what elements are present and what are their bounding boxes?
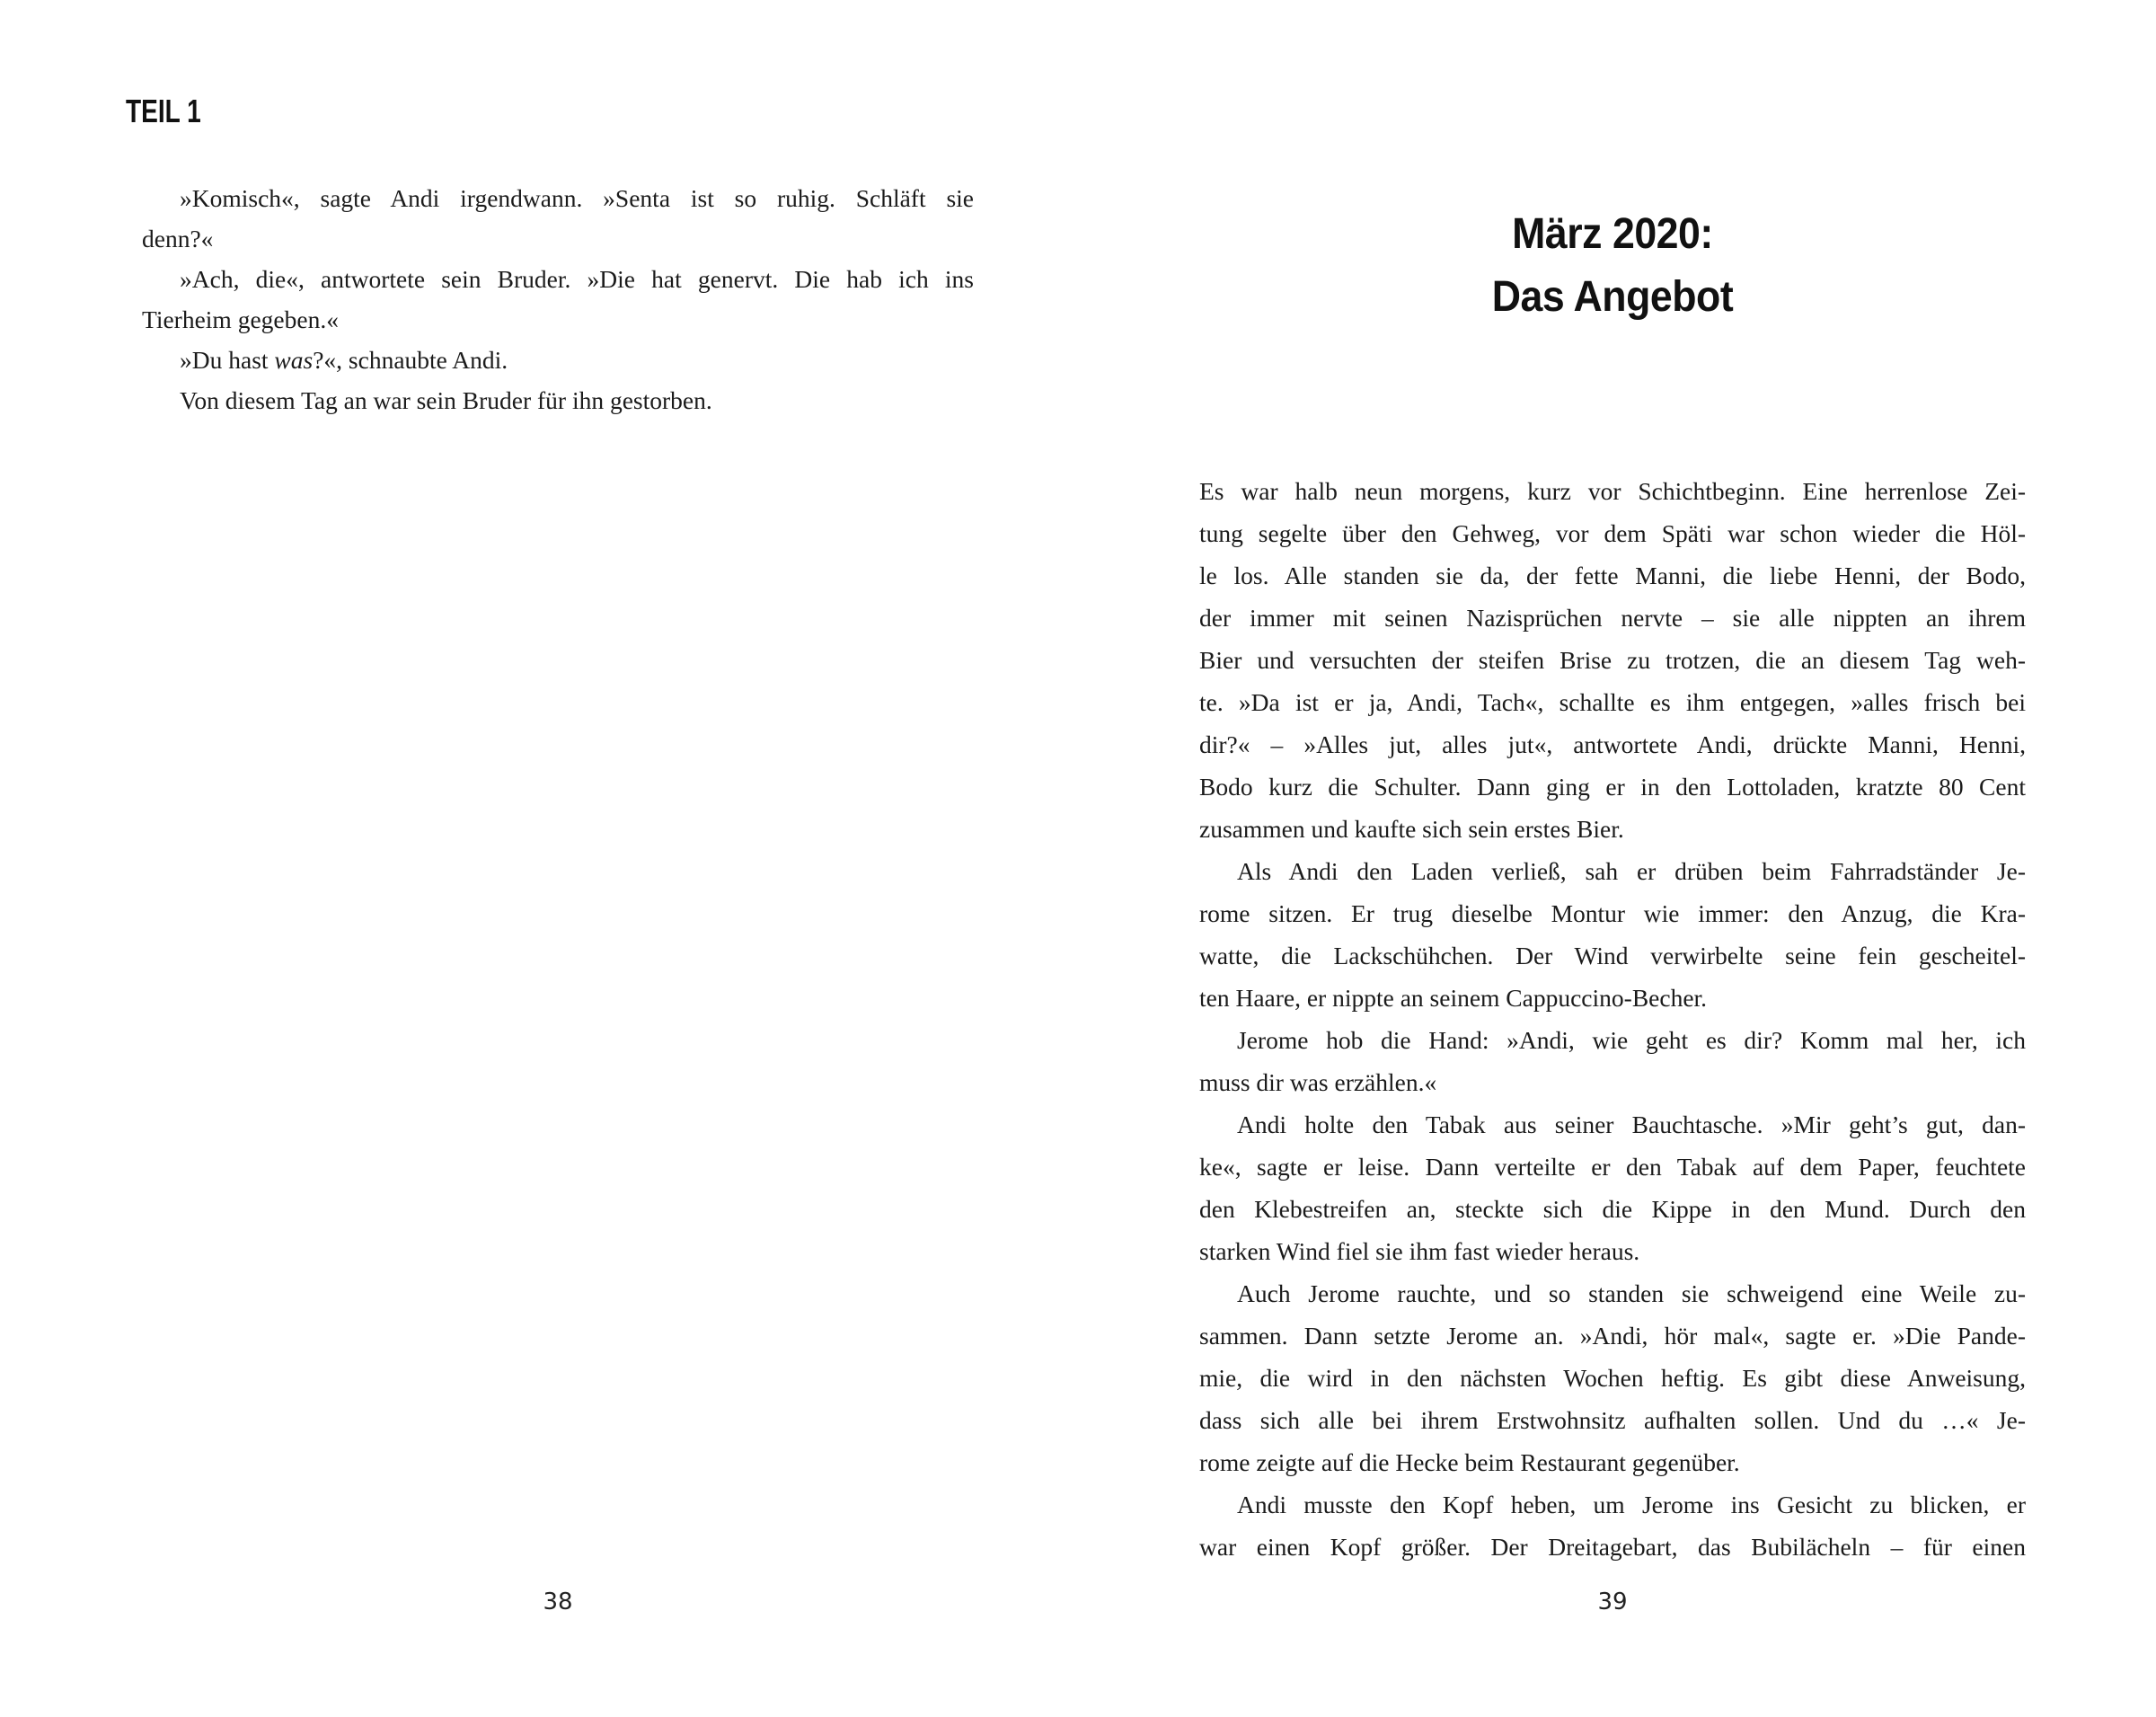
text-line <box>142 340 974 380</box>
part-label: TEIL 1 <box>126 93 201 129</box>
text-segment: sammen. Dann setzte Jerome an. »Andi, hör mal«, sagte er. »Die Pande- <box>1199 1322 2026 1350</box>
text-line <box>142 218 974 259</box>
text-segment: war einen Kopf größer. Der Dreitagebart, das Bubilächeln – für einen <box>1199 1533 2026 1561</box>
text-segment: Als Andi den Laden verließ, sah er drüben beim Fahrradständer Je- <box>1237 857 2026 885</box>
text-line <box>1199 892 2026 934</box>
text-segment: rome zeigte auf die Hecke beim Restaurant gegenüber. <box>1199 1448 1740 1476</box>
text-line <box>142 380 974 420</box>
text-line <box>1199 766 2026 808</box>
chapter-title-line-2: Das Angebot <box>1491 273 1734 321</box>
text-segment: le los. Alle standen sie da, der fette Manni, die liebe Henni, der Bodo, <box>1199 562 2026 589</box>
chapter-title-line-1: März 2020: <box>1512 210 1713 258</box>
text-line <box>1199 1230 2026 1272</box>
text-segment: muss dir was erzählen.« <box>1199 1068 1437 1096</box>
text-segment: tung segelte über den Gehweg, vor dem Späti war schon wieder die Höl- <box>1199 519 2026 547</box>
text-segment: »Ach, die«, antwortete sein Bruder. »Die hat genervt. Die hab ich ins <box>180 265 974 293</box>
text-line <box>1199 1483 2026 1526</box>
text-segment: »Komisch«, sagte Andi irgendwann. »Senta ist so ruhig. Schläft sie <box>180 184 974 212</box>
text-line <box>142 259 974 299</box>
text-segment: te. »Da ist er ja, Andi, Tach«, schallte es ihm entgegen, »alles frisch bei <box>1199 688 2026 716</box>
text-segment: ke«, sagte er leise. Dann verteilte er den Tabak auf dem Paper, feuchtete <box>1199 1153 2026 1181</box>
text-line <box>1199 1272 2026 1314</box>
text-segment: Bier und versuchten der steifen Brise zu trotzen, die an diesem Tag weh- <box>1199 646 2026 674</box>
text-line <box>1199 1526 2026 1568</box>
text-line <box>1199 1314 2026 1357</box>
text-line <box>142 178 974 218</box>
text-segment: zusammen und kaufte sich sein erstes Bier. <box>1199 815 1624 843</box>
text-line <box>142 299 974 340</box>
text-line <box>1199 1103 2026 1146</box>
text-segment: Von diesem Tag an war sein Bruder für ihn gestorben. <box>180 386 712 414</box>
left-text-block <box>142 178 974 420</box>
text-line <box>1199 1357 2026 1399</box>
text-line <box>1199 512 2026 554</box>
text-line <box>1199 639 2026 681</box>
text-segment: dass sich alle bei ihrem Erstwohnsitz aufhalten sollen. Und du …« Je- <box>1199 1406 2026 1434</box>
text-line <box>1199 1188 2026 1230</box>
left-page-number: 38 <box>543 1589 573 1615</box>
text-segment: Andi holte den Tabak aus seiner Bauchtasche. »Mir geht’s gut, dan- <box>1237 1111 2026 1138</box>
text-segment: Auch Jerome rauchte, und so standen sie schweigend eine Weile zu- <box>1237 1279 2026 1307</box>
text-line <box>1199 1146 2026 1188</box>
text-line <box>1199 554 2026 597</box>
text-segment: ?«, schnaubte Andi. <box>313 346 508 374</box>
text-line <box>1199 1399 2026 1441</box>
text-line <box>1199 470 2026 512</box>
text-segment: rome sitzen. Er trug dieselbe Montur wie immer: den Anzug, die Kra- <box>1199 899 2026 927</box>
text-segment-italic: was <box>274 346 314 374</box>
text-segment: denn?« <box>142 225 214 252</box>
text-line <box>1199 1061 2026 1103</box>
text-line <box>1199 723 2026 766</box>
text-segment: den Klebestreifen an, steckte sich die Kippe in den Mund. Durch den <box>1199 1195 2026 1223</box>
right-page-number: 39 <box>1597 1589 1628 1615</box>
text-segment: Andi musste den Kopf heben, um Jerome ins Gesicht zu blicken, er <box>1237 1491 2026 1518</box>
text-line <box>1199 1441 2026 1483</box>
text-line <box>1199 934 2026 977</box>
text-segment: ten Haare, er nippte an seinem Cappuccino-Becher. <box>1199 984 1708 1012</box>
text-line <box>1199 597 2026 639</box>
text-line <box>1199 1019 2026 1061</box>
text-segment: watte, die Lackschühchen. Der Wind verwirbelte seine fein gescheitel- <box>1199 942 2026 969</box>
text-line <box>1199 977 2026 1019</box>
text-line <box>1199 808 2026 850</box>
text-segment: »Du hast <box>180 346 275 374</box>
text-segment: Tierheim gegeben.« <box>142 305 339 333</box>
chapter-title <box>1199 203 2026 329</box>
text-segment: Jerome hob die Hand: »Andi, wie geht es dir? Komm mal her, ich <box>1237 1026 2026 1054</box>
text-segment: der immer mit seinen Nazisprüchen nervte – sie alle nippten an ihrem <box>1199 604 2026 632</box>
text-line <box>1199 850 2026 892</box>
right-text-block <box>1199 470 2026 1568</box>
text-line <box>1199 681 2026 723</box>
text-segment: Es war halb neun morgens, kurz vor Schichtbeginn. Eine herrenlose Zei- <box>1199 477 2026 505</box>
text-segment: Bodo kurz die Schulter. Dann ging er in den Lottoladen, kratzte 80 Cent <box>1199 773 2026 801</box>
text-segment: starken Wind fiel sie ihm fast wieder heraus. <box>1199 1237 1640 1265</box>
text-segment: dir?« – »Alles jut, alles jut«, antwortete Andi, drückte Manni, Henni, <box>1199 730 2026 758</box>
text-segment: mie, die wird in den nächsten Wochen heftig. Es gibt diese Anweisung, <box>1199 1364 2026 1392</box>
